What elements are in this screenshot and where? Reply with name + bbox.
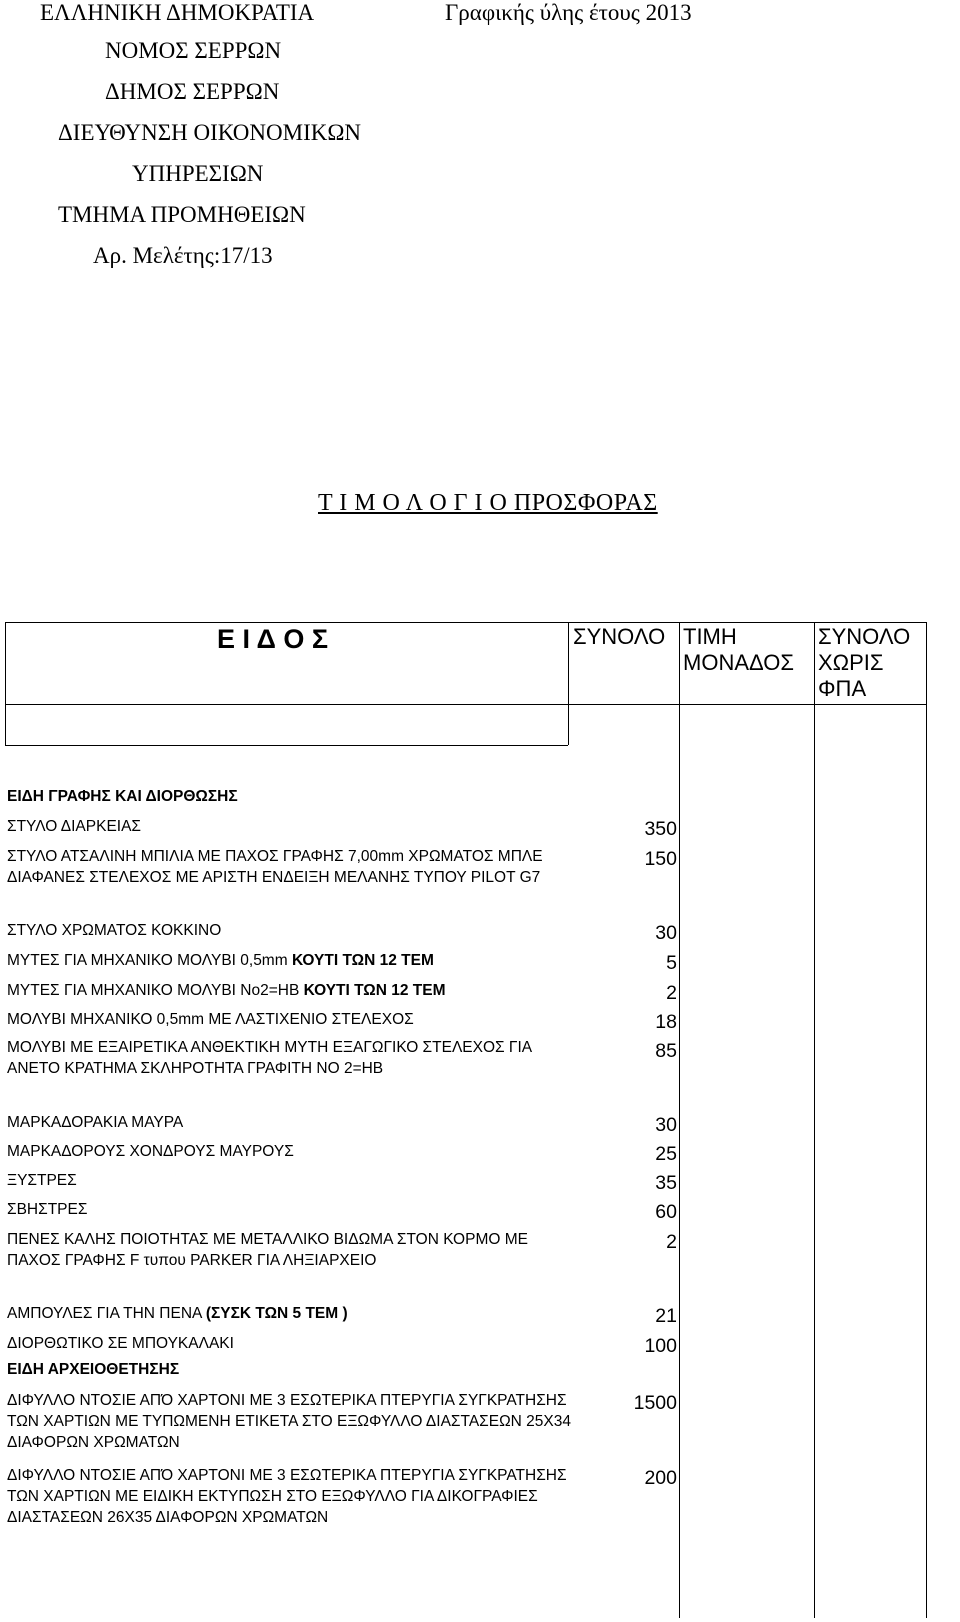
table-row-desc: ΜΑΡΚΑΔΟΡΟΥΣ ΧΟΝΔΡΟΥΣ ΜΑΥΡΟΥΣ [7,1143,294,1160]
table-row-qty: 30 [655,1114,677,1136]
table-row-desc-bold: ΚΟΥΤΙ ΤΩΝ 12 ΤΕΜ [303,982,446,999]
header-bottom-border [5,704,926,705]
table-row-desc-text: ΜΥΤΕΣ ΓΙΑ ΜΗΧΑΝΙΚΟ ΜΟΛΥΒΙ 0,5mm [7,952,292,969]
table-row-desc-bold: (ΣΥΣΚ ΤΩΝ 5 ΤΕΜ ) [205,1305,348,1322]
col-header-unit-price-1: ΤΙΜΗ [683,624,737,649]
table-row-desc: ΣΒΗΣΤΡΕΣ [7,1201,88,1218]
table-row-qty: 60 [655,1201,677,1223]
table-row-qty: 350 [644,818,677,840]
table-row-desc [7,1303,572,1324]
table-row-qty: 100 [644,1335,677,1357]
table-row-desc: ΔΙΦΥΛΛΟ ΝΤΟΣΙΕ ΑΠΌ ΧΑΡΤΟΝΙ ΜΕ 3 ΕΣΩΤΕΡΙΚΑ ΠΤΕΡΥΓΙΑ ΣΥΓΚΡΑΤΗΣΗΣ ΤΩΝ ΧΑΡΤΙΩΝ ΜΕ ΤΥΠΩΜΕΝΗ ΕΤΙΚΕΤΑ ΣΤΟ ΕΞΩΦΥΛΛΟ ΔΙΑΣΤΑΣΕΩΝ 25Χ34 ΔΙΑΦΟΡΩΝ ΧΡΩΜΑΤΩΝ [7,1392,571,1451]
table-top-border [5,622,926,623]
header-line-3: ΔΗΜΟΣ ΣΕΡΡΩΝ [105,79,280,104]
spacer-row-border [5,745,568,746]
table-row-desc: ΣΤΥΛΟ ΔΙΑΡΚΕΙΑΣ [7,818,142,835]
table-row-qty: 5 [666,952,677,974]
header-subject: Γραφικής ύλης έτους 2013 [445,0,692,25]
table-row-desc: ΣΤΥΛΟ ΑΤΣΑΛΙΝΗ ΜΠΙΛΙΑ ΜΕ ΠΑΧΟΣ ΓΡΑΦΗΣ 7,00mm ΧΡΩΜΑΤΟΣ ΜΠΛΕ ΔΙΑΦΑΝΕΣ ΣΤΕΛΕΧΟΣ ΜΕ ΑΡΙΣΤΗ ΕΝΔΕΙΞΗ ΜΕΛΑΝΗΣ ΤΥΠΟΥ PILOT G7 [7,848,543,886]
section-writing: ΕΙΔΗ ΓΡΑΦΗΣ ΚΑΙ ΔΙΟΡΘΩΣΗΣ [7,788,238,805]
col-divider-2 [679,622,680,1618]
table-row-qty: 2 [666,1231,677,1253]
header-line-2: ΝΟΜΟΣ ΣΕΡΡΩΝ [105,38,282,63]
table-row-desc-text: ΑΜΠΟΥΛΕΣ ΓΙΑ ΤΗΝ ΠΕΝΑ [7,1305,206,1322]
table-row-qty: 85 [655,1040,677,1062]
table-left-border [5,622,6,745]
table-row-qty: 1500 [633,1392,677,1414]
col-header-total-no-vat-1: ΣΥΝΟΛΟ [818,624,911,649]
table-row-qty: 25 [655,1143,677,1165]
section-filing: ΕΙΔΗ ΑΡΧΕΙΟΘΕΤΗΣΗΣ [7,1361,180,1378]
col-header-total-no-vat-3: ΦΠΑ [818,676,867,701]
header-line-7: Αρ. Μελέτης:17/13 [93,243,273,268]
document-title: Τ Ι Μ Ο Λ Ο Γ Ι Ο ΠΡΟΣΦΟΡΑΣ [318,490,658,516]
col-header-unit-price-2: ΜΟΝΑΔΟΣ [683,650,794,675]
table-row-desc [7,950,572,971]
header-line-6: ΤΜΗΜΑ ΠΡΟΜΗΘΕΙΩΝ [58,202,306,227]
table-row-desc-bold: ΚΟΥΤΙ ΤΩΝ 12 ΤΕΜ [291,952,434,969]
table-row-desc: ΔΙΟΡΘΩΤΙΚΟ ΣΕ ΜΠΟΥΚΑΛΑΚΙ [7,1335,234,1352]
table-row-desc: ΣΤΥΛΟ ΧΡΩΜΑΤΟΣ ΚΟΚΚΙΝΟ [7,922,222,939]
col-divider-3 [814,622,815,1618]
table-row-qty: 21 [655,1305,677,1327]
header-line-4: ΔΙΕΥΘΥΝΣΗ ΟΙΚΟΝΟΜΙΚΩΝ [58,120,362,145]
table-right-border [926,622,927,1618]
col-header-total-no-vat-2: ΧΩΡΙΣ [818,650,884,675]
header-line-5: ΥΠΗΡΕΣΙΩΝ [132,161,264,186]
table-row-desc: ΠΕΝΕΣ ΚΑΛΗΣ ΠΟΙΟΤΗΤΑΣ ΜΕ ΜΕΤΑΛΛΙΚΟ ΒΙΔΩΜΑ ΣΤΟΝ ΚΟΡΜΟ ΜΕ ΠΑΧΟΣ ΓΡΑΦΗΣ F τυπου PARKER ΓΙΑ ΛΗΞΙΑΡΧΕΙΟ [7,1231,528,1269]
table-row-qty: 200 [644,1467,677,1489]
col-divider-1 [568,622,569,745]
table-row-desc [7,980,572,1001]
table-row-qty: 150 [644,848,677,870]
col-header-total: ΣΥΝΟΛΟ [573,624,666,649]
table-row-desc: ΜΑΡΚΑΔΟΡΑΚΙΑ ΜΑΥΡΑ [7,1114,184,1131]
table-row-desc-text: ΜΥΤΕΣ ΓΙΑ ΜΗΧΑΝΙΚΟ ΜΟΛΥΒΙ Νο2=ΗΒ [7,982,304,999]
price-table [5,624,926,1618]
table-row-desc: ΔΙΦΥΛΛΟ ΝΤΟΣΙΕ ΑΠΌ ΧΑΡΤΟΝΙ ΜΕ 3 ΕΣΩΤΕΡΙΚΑ ΠΤΕΡΥΓΙΑ ΣΥΓΚΡΑΤΗΣΗΣ ΤΩΝ ΧΑΡΤΙΩΝ ΜΕ ΕΙΔΙΚΗ ΕΚΤΥΠΩΣΗ ΣΤΟ ΕΞΩΦΥΛΛΟ ΓΙΑ ΔΙΚΟΓΡΑΦΙΕΣ ΔΙΑΣΤΑΣΕΩΝ 26Χ35 ΔΙΑΦΟΡΩΝ ΧΡΩΜΑΤΩΝ [7,1467,567,1526]
header-line-1: ΕΛΛΗΝΙΚΗ ΔΗΜΟΚΡΑΤΙΑ [40,0,315,25]
col-header-item: Ε Ι Δ Ο Σ [217,624,329,654]
table-row-qty: 35 [655,1172,677,1194]
table-row-qty: 2 [666,982,677,1004]
table-row-qty: 18 [655,1011,677,1033]
table-row-qty: 30 [655,922,677,944]
table-row-desc: ΜΟΛΥΒΙ ΜΕ ΕΞΑΙΡΕΤΙΚΑ ΑΝΘΕΚΤΙΚΗ ΜΥΤΗ ΕΞΑΓΩΓΙΚΟ ΣΤΕΛΕΧΟΣ ΓΙΑ ΑΝΕΤΟ ΚΡΑΤΗΜΑ ΣΚΛΗΡΟΤΗΤΑ ΓΡΑΦΙΤΗ ΝΟ 2=ΗΒ [7,1039,532,1077]
table-row-desc: ΞΥΣΤΡΕΣ [7,1172,77,1189]
table-row-desc: ΜΟΛΥΒΙ ΜΗΧΑΝΙΚΟ 0,5mm ΜΕ ΛΑΣΤΙΧΕΝΙΟ ΣΤΕΛΕΧΟΣ [7,1011,414,1028]
